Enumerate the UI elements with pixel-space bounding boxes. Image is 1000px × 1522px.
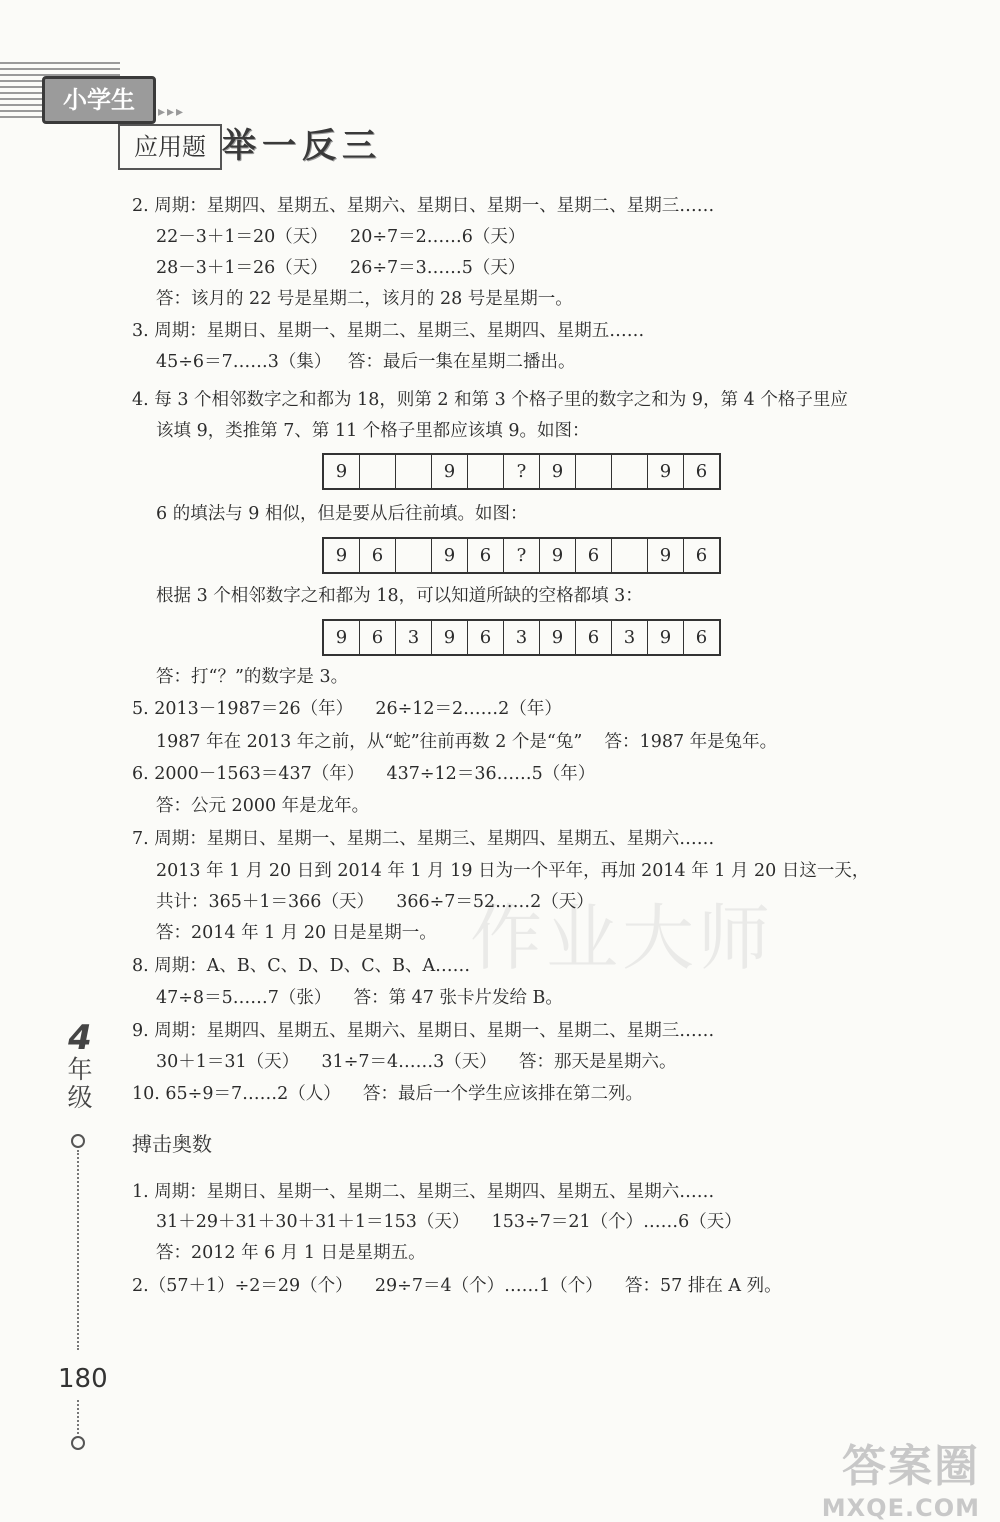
text-line: 答：该月的 22 号是星期二，该月的 28 号是星期一。 [156, 289, 573, 309]
text-line: 1987 年在 2013 年之前，从“蛇”往前再数 2 个是“兔” 答：1987 年是兔年。 [156, 732, 778, 752]
grid-cell: 9 [432, 539, 468, 572]
text-line: 9. 周期：星期四、星期五、星期六、星期日、星期一、星期二、星期三…… [132, 1021, 715, 1041]
text-line: 47÷8＝5……7（张） 答：第 47 张卡片发给 B。 [156, 988, 563, 1008]
grid-cell: 6 [695, 461, 708, 482]
grid-cell: 9 [324, 539, 360, 572]
grid-cell: 3 [396, 621, 432, 654]
ring-icon [71, 1134, 85, 1148]
logo-url: MXQE.COM [821, 1494, 980, 1522]
text-line: 答：2014 年 1 月 20 日是星期一。 [156, 923, 437, 943]
grid-cell: 9 [324, 621, 360, 654]
text-line: 答：2012 年 6 月 1 日是星期五。 [156, 1243, 426, 1263]
grid-cell: 6 [576, 621, 612, 654]
text-line: 2013 年 1 月 20 日到 2014 年 1 月 19 日为一个平年，再加 2014 年 1 月 20 日这一天， [156, 861, 870, 881]
grid-cell: 6 [468, 539, 504, 572]
grid-cell: 3 [504, 621, 540, 654]
logo-text: 答案圈 [842, 1441, 980, 1492]
dotted-line [77, 1150, 79, 1350]
text-line: 5. 2013－1987＝26（年） 26÷12＝2……2（年） [132, 699, 562, 719]
text-line: 答：打“？”的数字是 3。 [156, 667, 349, 687]
book-title-badge: 应用题 [118, 124, 222, 170]
text-line: 根据 3 个相邻数字之和都为 18，可以知道所缺的空格都填 3： [156, 586, 643, 606]
grid-cell: 6 [576, 539, 612, 572]
grid-cell: ? [504, 539, 540, 572]
text-line: 7. 周期：星期日、星期一、星期二、星期三、星期四、星期五、星期六…… [132, 829, 715, 849]
text-line: 10. 65÷9＝7……2（人） 答：最后一个学生应该排在第二列。 [132, 1084, 643, 1104]
number-grid-1 [322, 453, 721, 490]
grid-cell: 9 [648, 455, 684, 488]
text-line: 3. 周期：星期日、星期一、星期二、星期三、星期四、星期五…… [132, 321, 645, 341]
text-line: 答：公元 2000 年是龙年。 [156, 796, 370, 816]
grade-number: 4 [68, 1018, 92, 1058]
grid-cell: 6 [360, 539, 396, 572]
text-line: 2. 周期：星期四、星期五、星期六、星期日、星期一、星期二、星期三…… [132, 196, 715, 216]
grid-cell [396, 539, 432, 572]
grid-cell: 9 [648, 539, 684, 572]
series-badge: 小学生 [42, 76, 156, 124]
site-logo [822, 1430, 980, 1522]
grid-cell: 6 [360, 621, 396, 654]
grid-cell: 9 [432, 621, 468, 654]
dotted-line [77, 1400, 79, 1434]
grid-cell [576, 455, 612, 488]
text-line: 6. 2000－1563＝437（年） 437÷12＝36……5（年） [132, 764, 596, 784]
text-line: 30＋1＝31（天） 31÷7＝4……3（天） 答：那天是星期六。 [156, 1052, 677, 1072]
grid-cell: 6 [695, 545, 708, 566]
section-title: 搏击奥数 [132, 1132, 212, 1156]
grid-cell: 9 [648, 621, 684, 654]
grid-cell: 6 [695, 627, 708, 648]
text-line: 28－3＋1＝26（天） 26÷7＝3……5（天） [156, 258, 526, 278]
grid-cell [612, 455, 648, 488]
grid-cell: 9 [540, 539, 576, 572]
grid-cell [468, 455, 504, 488]
grade-marker [62, 1020, 98, 1112]
grid-cell: 9 [540, 455, 576, 488]
grid-cell: 3 [612, 621, 648, 654]
text-line: 1. 周期：星期日、星期一、星期二、星期三、星期四、星期五、星期六…… [132, 1182, 715, 1202]
grid-cell: 6 [468, 621, 504, 654]
text-line: 45÷6＝7……3（集） 答：最后一集在星期二播出。 [156, 352, 576, 372]
text-line: 共计：365＋1＝366（天） 366÷7＝52……2（天） [156, 892, 594, 912]
brand-title: 举一反三 [222, 126, 382, 166]
text-line: 22－3＋1＝20（天） 20÷7＝2……6（天） [156, 227, 526, 247]
grade-label: 年级 [67, 1055, 93, 1112]
arrow-decor: ▸▸▸ [158, 104, 186, 120]
grid-cell [612, 539, 648, 572]
grid-cell [360, 455, 396, 488]
grid-cell [396, 455, 432, 488]
grid-cell: 9 [432, 455, 468, 488]
number-grid-3 [322, 619, 721, 656]
text-line: 6 的填法与 9 相似，但是要从后往前填。如图： [156, 504, 528, 524]
ring-icon [71, 1436, 85, 1450]
text-line: 4. 每 3 个相邻数字之和都为 18，则第 2 和第 3 个格子里的数字之和为 9，第 4 个格子里应 [132, 390, 848, 410]
text-line: 31＋29＋31＋30＋31＋1＝153（天） 153÷7＝21（个）……6（天） [156, 1212, 742, 1232]
page-number: 180 [58, 1364, 108, 1394]
grid-cell: 9 [324, 455, 360, 488]
text-line: 2.（57＋1）÷2＝29（个） 29÷7＝4（个）……1（个） 答：57 排在 A 列。 [132, 1276, 782, 1296]
grid-cell: ? [504, 455, 540, 488]
number-grid-2 [322, 537, 721, 574]
text-line: 8. 周期：A、B、C、D、D、C、B、A…… [132, 956, 471, 976]
watermark: 作业大师 [470, 896, 775, 980]
grid-cell: 9 [540, 621, 576, 654]
text-line: 该填 9，类推第 7、第 11 个格子里都应该填 9。如图： [156, 421, 590, 441]
